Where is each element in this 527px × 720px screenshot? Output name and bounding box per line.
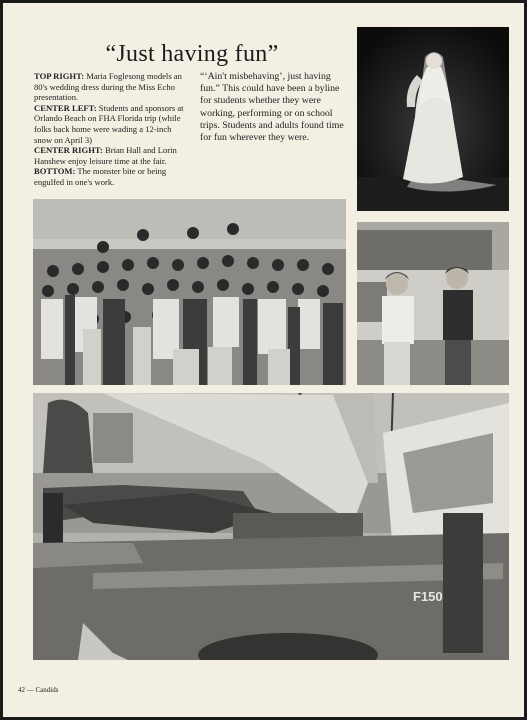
photo-beach-group (33, 199, 346, 385)
page-title: “Just having fun” (105, 41, 279, 67)
yearbook-page (3, 3, 524, 717)
photo-truck-hood (33, 393, 509, 660)
caption-center-left: CENTER LEFT: Students and sponsors at Orlando Beach on FHA Florida trip (while folks back home were wading a 12-inch snow on April 3) (34, 102, 184, 145)
truck-badge: F150 (413, 589, 443, 604)
caption-top-right: TOP RIGHT: Maria Foglesong models an 80's wedding dress during the Miss Echo presentation. (34, 71, 182, 103)
body-copy: “‘Ain't misbehaving’, just having fun.” This could have been a byline for students whether they were working, performing or on school trips. Students and adults found time for fun wherever they were. (200, 71, 344, 144)
photo-captions (34, 71, 190, 188)
photo-wedding-dress (357, 27, 509, 211)
page-folio: 42 — Candids (18, 686, 59, 694)
photo-fair-boys (357, 222, 509, 385)
caption-bottom: BOTTOM: The monster bite or being engulfed in one's work. (34, 166, 167, 187)
caption-center-right: CENTER RIGHT: Brian Hall and Lorin Hanshew enjoy leisure time at the fair. (34, 145, 177, 166)
